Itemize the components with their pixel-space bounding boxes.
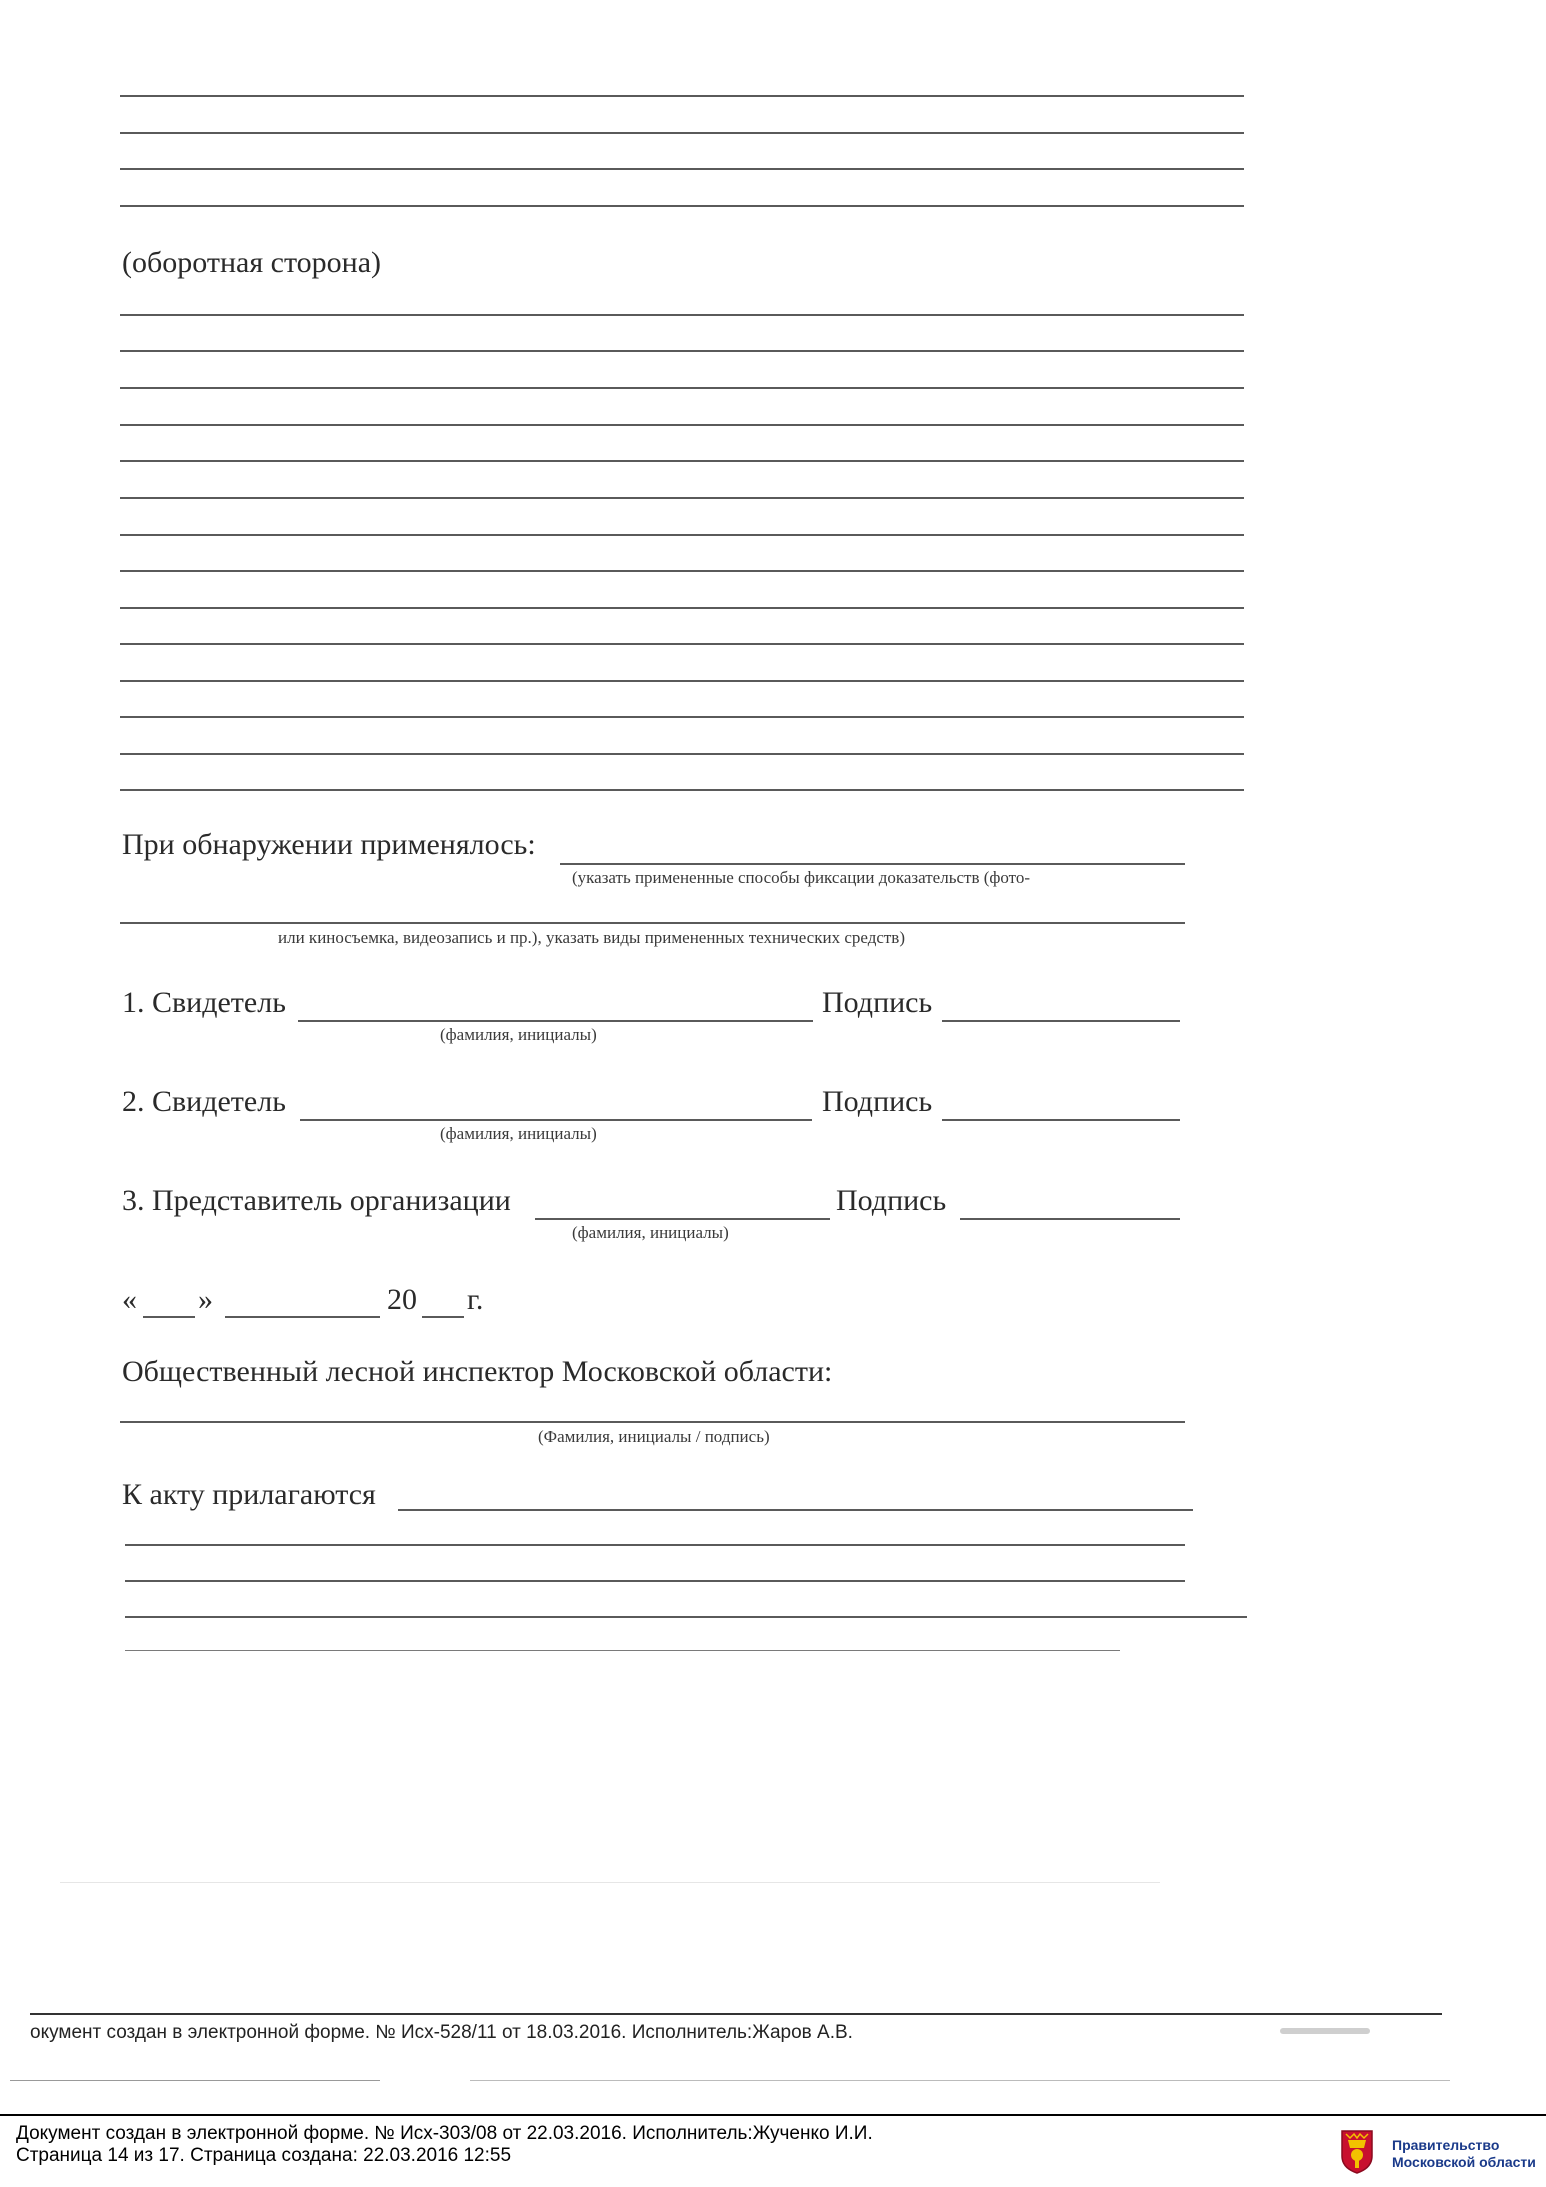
detection-label: При обнаружении применялось: [122, 828, 536, 861]
date-open-quote: « [122, 1283, 137, 1316]
ruled-line [120, 753, 1244, 755]
detection-line [560, 863, 1185, 865]
detection-hint-2: или киносъемка, видеозапись и пр.), указать виды примененных технических средств) [278, 928, 905, 947]
ruled-line [120, 680, 1244, 682]
scan-bottom-edge [470, 2080, 1450, 2081]
moscow-region-coat-of-arms-icon [1340, 2128, 1374, 2174]
ruled-line [120, 387, 1244, 389]
ruled-line [120, 314, 1244, 316]
ruled-line [125, 1580, 1185, 1582]
inspector-line [120, 1421, 1185, 1423]
ruled-line [120, 607, 1244, 609]
ruled-line [120, 350, 1244, 352]
witness-2-signature-line [942, 1119, 1180, 1121]
ruled-line [120, 534, 1244, 536]
scan-bottom-edge [10, 2080, 380, 2081]
scan-footer-logo-smudge [1280, 2028, 1370, 2034]
ruled-line [120, 205, 1244, 207]
witness-2-label: 2. Свидетель [122, 1085, 286, 1118]
representative-hint: (фамилия, инициалы) [572, 1223, 729, 1242]
page-footer-rule [0, 2114, 1546, 2116]
scan-footer-rule [30, 2013, 1442, 2015]
witness-1-signature-line [942, 1020, 1180, 1022]
ruled-line [120, 643, 1244, 645]
ruled-line [120, 789, 1244, 791]
date-year-line [422, 1316, 464, 1318]
date-day-line [143, 1316, 195, 1318]
witness-2-name-line [300, 1119, 812, 1121]
ruled-line [120, 168, 1244, 170]
scan-footer-text: окумент создан в электронной форме. № Исх-528/11 от 18.03.2016. Исполнитель:Жаров А.В. [30, 2022, 853, 2043]
reverse-side-label: (оборотная сторона) [122, 246, 382, 279]
date-year-prefix: 20 [387, 1283, 417, 1316]
attachments-label: К акту прилагаются [122, 1478, 376, 1511]
logo-text-line-1: Правительство [1392, 2137, 1500, 2153]
witness-1-hint: (фамилия, инициалы) [440, 1025, 597, 1044]
witness-1-signature-label: Подпись [822, 986, 933, 1019]
witness-2-hint: (фамилия, инициалы) [440, 1124, 597, 1143]
inspector-label: Общественный лесной инспектор Московской области: [122, 1355, 833, 1388]
representative-label: 3. Представитель организации [122, 1184, 511, 1217]
inspector-hint: (Фамилия, инициалы / подпись) [538, 1427, 770, 1446]
ruled-line [120, 95, 1244, 97]
scan-artifact-line [60, 1882, 1160, 1883]
date-year-suffix: г. [467, 1283, 484, 1316]
ruled-line [125, 1650, 1120, 1651]
ruled-line [120, 460, 1244, 462]
attachments-line [398, 1509, 1193, 1511]
detection-line [120, 922, 1185, 924]
representative-signature-label: Подпись [836, 1184, 947, 1217]
witness-1-name-line [298, 1020, 813, 1022]
ruled-line [120, 497, 1244, 499]
ruled-line [120, 716, 1244, 718]
date-month-line [225, 1316, 380, 1318]
witness-2-signature-label: Подпись [822, 1085, 933, 1118]
ruled-line [125, 1544, 1185, 1546]
witness-1-label: 1. Свидетель [122, 986, 286, 1019]
detection-hint-1: (указать примененные способы фиксации доказательств (фото- [572, 868, 1031, 887]
date-close-quote: » [198, 1283, 213, 1316]
ruled-line [120, 570, 1244, 572]
ruled-line [120, 132, 1244, 134]
page-footer-line-1: Документ создан в электронной форме. № Исх-303/08 от 22.03.2016. Исполнитель:Жученко И.И. [16, 2123, 873, 2144]
ruled-line [125, 1616, 1247, 1618]
ruled-line [120, 424, 1244, 426]
representative-name-line [535, 1218, 830, 1220]
page-footer-line-2: Страница 14 из 17. Страница создана: 22.03.2016 12:55 [16, 2145, 512, 2166]
logo-text-line-2: Московской области [1392, 2154, 1536, 2170]
representative-signature-line [960, 1218, 1180, 1220]
